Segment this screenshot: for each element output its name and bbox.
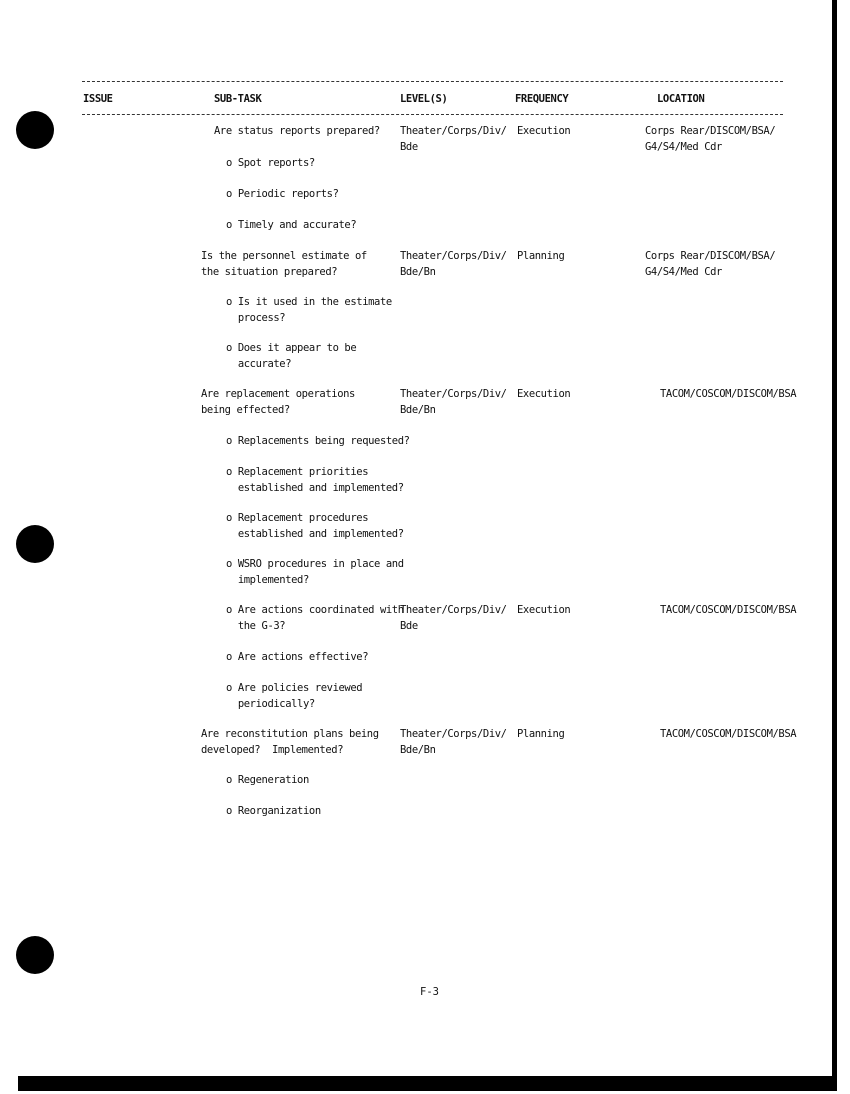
page-number: F-3 <box>420 986 439 998</box>
binder-hole-middle <box>16 525 54 563</box>
header-subtask: SUB-TASK <box>214 93 262 105</box>
subtask-item: o Periodic reports? <box>226 188 339 200</box>
page-bottom-bar <box>18 1076 837 1091</box>
level-text: Theater/Corps/Div/ Bde/Bn <box>400 388 507 416</box>
frequency-text: Execution <box>517 388 571 400</box>
subtask-item: o Are actions coordinated with the G-3? <box>226 604 404 632</box>
subtask-item: o Regeneration <box>226 774 309 786</box>
subtask-item: o WSRO procedures in place and implemented? <box>226 558 404 586</box>
location-text: Corps Rear/DISCOM/BSA/ G4/S4/Med Cdr <box>645 250 776 278</box>
subtask-item: o Are actions effective? <box>226 651 369 663</box>
frequency-text: Execution <box>517 125 571 137</box>
level-text: Theater/Corps/Div/ Bde <box>400 125 507 153</box>
subtask-item: o Replacements being requested? <box>226 435 410 447</box>
location-text: TACOM/COSCOM/DISCOM/BSA <box>660 728 797 740</box>
subtask-text: Are reconstitution plans being developed? Implemented? <box>201 728 379 756</box>
subtask-text: Is the personnel estimate of the situation prepared? <box>201 250 367 278</box>
header-location: LOCATION <box>657 93 705 105</box>
binder-hole-top <box>16 111 54 149</box>
location-text: TACOM/COSCOM/DISCOM/BSA <box>660 604 797 616</box>
binder-hole-bottom <box>16 936 54 974</box>
header-levels: LEVEL(S) <box>400 93 448 105</box>
subtask-text: Are replacement operations being effected? <box>201 388 355 416</box>
frequency-text: Planning <box>517 250 565 262</box>
subtask-item: o Reorganization <box>226 805 321 817</box>
frequency-text: Execution <box>517 604 571 616</box>
header-rule-top <box>82 81 783 82</box>
subtask-item: o Spot reports? <box>226 157 315 169</box>
level-text: Theater/Corps/Div/ Bde/Bn <box>400 250 507 278</box>
frequency-text: Planning <box>517 728 565 740</box>
location-text: Corps Rear/DISCOM/BSA/ G4/S4/Med Cdr <box>645 125 776 153</box>
location-text: TACOM/COSCOM/DISCOM/BSA <box>660 388 797 400</box>
level-text: Theater/Corps/Div/ Bde <box>400 604 507 632</box>
header-frequency: FREQUENCY <box>515 93 569 105</box>
subtask-item: o Replacement procedures established and implemented? <box>226 512 404 540</box>
subtask-item: o Is it used in the estimate process? <box>226 296 392 324</box>
level-text: Theater/Corps/Div/ Bde/Bn <box>400 728 507 756</box>
subtask-text: Are status reports prepared? <box>214 125 380 137</box>
subtask-item: o Timely and accurate? <box>226 219 357 231</box>
subtask-item: o Does it appear to be accurate? <box>226 342 357 370</box>
header-rule-bottom <box>82 114 783 115</box>
subtask-item: o Are policies reviewed periodically? <box>226 682 363 710</box>
page-edge-bar <box>832 0 837 1078</box>
header-issue: ISSUE <box>83 93 113 105</box>
subtask-item: o Replacement priorities established and implemented? <box>226 466 404 494</box>
